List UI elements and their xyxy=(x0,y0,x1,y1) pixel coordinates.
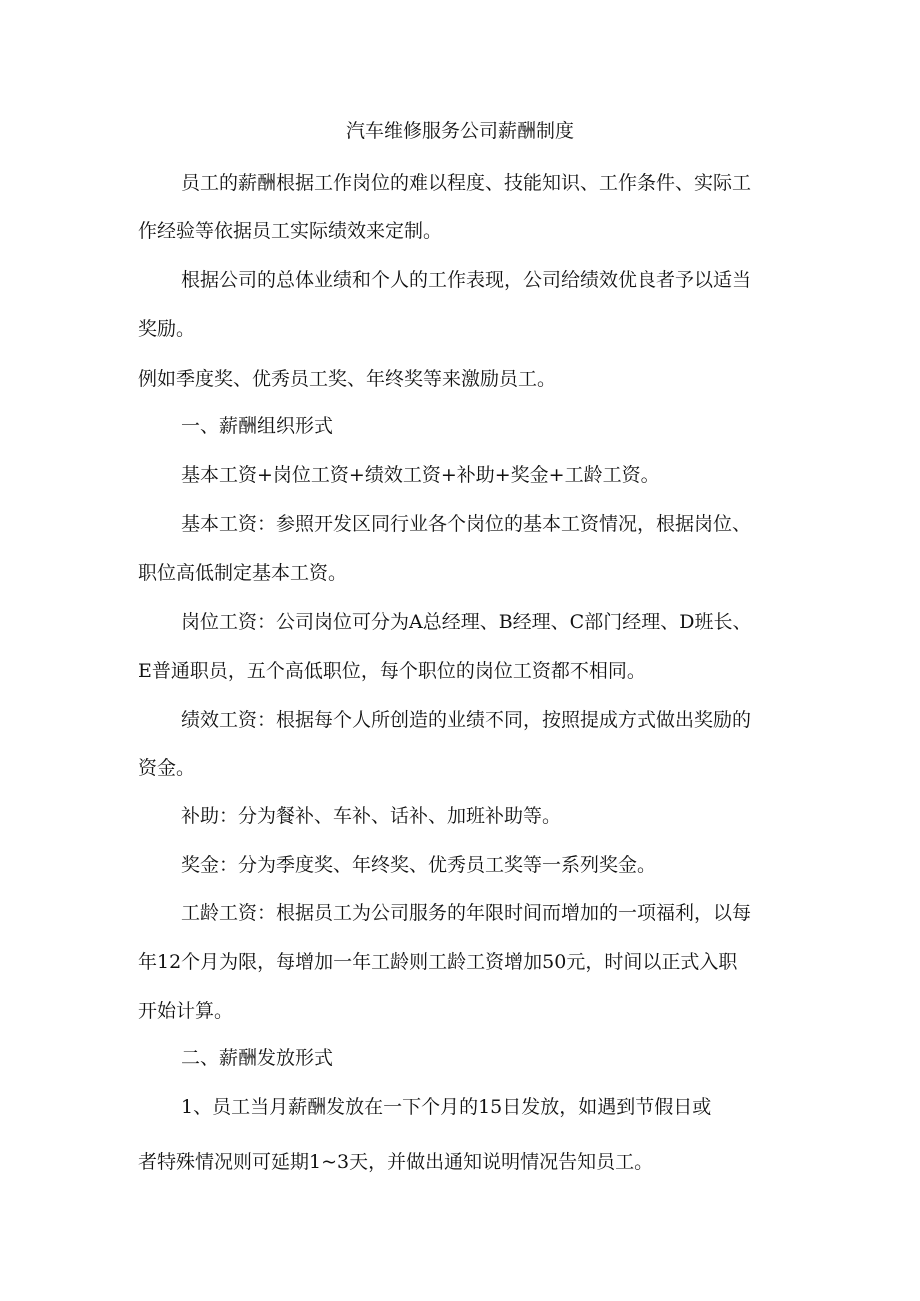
paragraph-line: 者特殊情况则可延期1~3天，并做出通知说明情况告知员工。 xyxy=(138,1151,654,1173)
paragraph-line: 例如季度奖、优秀员工奖、年终奖等来激励员工。 xyxy=(138,368,557,390)
paragraph-line: 资金。 xyxy=(138,757,196,779)
paragraph-line: 年12个月为限，每增加一年工龄则工龄工资增加50元，时间以正式入职 xyxy=(138,951,738,973)
paragraph-line: 员工的薪酬根据工作岗位的难以程度、技能知识、工作条件、实际工 xyxy=(181,172,752,194)
paragraph-line: 补助：分为餐补、车补、话补、加班补助等。 xyxy=(181,805,562,827)
paragraph-line: 作经验等依据员工实际绩效来定制。 xyxy=(138,220,443,242)
paragraph-line: 基本工资+岗位工资+绩效工资+补助+奖金+工龄工资。 xyxy=(181,464,660,486)
paragraph-line: E普通职员，五个高低职位，每个职位的岗位工资都不相同。 xyxy=(138,660,646,682)
paragraph-line: 工龄工资：根据员工为公司服务的年限时间而增加的一项福利，以每 xyxy=(181,902,752,924)
section-heading: 一、薪酬组织形式 xyxy=(181,415,334,437)
paragraph-line: 职位高低制定基本工资。 xyxy=(138,562,348,584)
paragraph-line: 开始计算。 xyxy=(138,1000,234,1022)
section-heading: 二、薪酬发放形式 xyxy=(181,1047,334,1069)
paragraph-line: 1、员工当月薪酬发放在一下个月的15日发放，如遇到节假日或 xyxy=(181,1096,712,1118)
paragraph-line: 基本工资：参照开发区同行业各个岗位的基本工资情况，根据岗位、 xyxy=(181,513,752,535)
paragraph-line: 岗位工资：公司岗位可分为A总经理、B经理、C部门经理、D班长、 xyxy=(181,611,752,633)
paragraph-line: 绩效工资：根据每个人所创造的业绩不同，按照提成方式做出奖励的 xyxy=(181,709,752,731)
paragraph-line: 奖金：分为季度奖、年终奖、优秀员工奖等一系列奖金。 xyxy=(181,854,657,876)
paragraph-line: 奖励。 xyxy=(138,318,196,340)
document-title: 汽车维修服务公司薪酬制度 xyxy=(345,120,574,142)
paragraph-line: 根据公司的总体业绩和个人的工作表现，公司给绩效优良者予以适当 xyxy=(181,269,752,291)
